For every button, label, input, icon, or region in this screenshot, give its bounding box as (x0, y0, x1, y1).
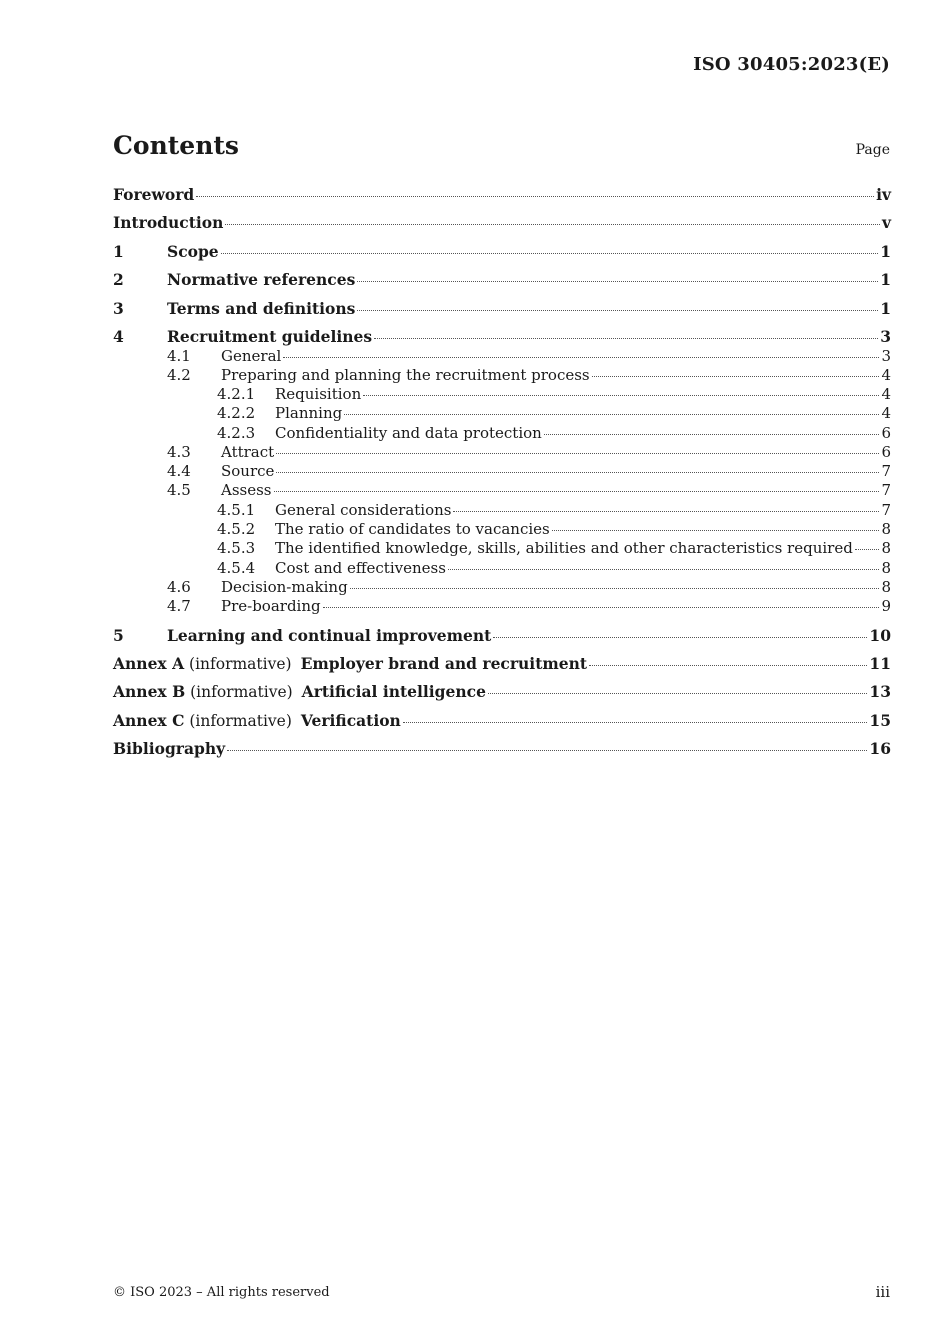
toc-entry[interactable] (113, 424, 891, 442)
toc-entry-page: 8 (881, 559, 891, 577)
toc-entry-number: 4.3 (167, 443, 191, 461)
dot-leader (453, 511, 879, 512)
toc-entry-page: 16 (869, 739, 891, 758)
toc-entry-page: 4 (881, 404, 891, 422)
toc-entry[interactable] (113, 501, 891, 519)
dot-leader (357, 310, 878, 311)
toc-entry-page: 3 (881, 347, 891, 365)
toc-entry-page: 7 (881, 462, 891, 480)
copyright-notice: © ISO 2023 – All rights reserved (113, 1285, 330, 1300)
dot-leader (225, 224, 880, 225)
toc-entry-page: 15 (869, 711, 891, 730)
dot-leader (227, 750, 867, 751)
toc-entry-title: General (221, 347, 282, 365)
dot-leader (196, 196, 874, 197)
toc-annex-id: Annex A (113, 654, 185, 673)
toc-entry-number: 4.7 (167, 597, 191, 615)
toc-entry-title: Pre-boarding (221, 597, 321, 615)
toc-entry-page: 1 (880, 242, 891, 261)
dot-leader (350, 588, 880, 589)
toc-entry[interactable] (113, 462, 891, 480)
dot-leader (589, 665, 867, 666)
dot-leader (344, 414, 879, 415)
toc-entry-page: 8 (881, 539, 891, 557)
dot-leader (592, 376, 880, 377)
toc-entry-page: 3 (880, 327, 891, 346)
toc-entry-page: 13 (869, 682, 891, 701)
toc-entry-page: 4 (881, 385, 891, 403)
toc-entry[interactable] (113, 711, 891, 730)
dot-leader (276, 472, 879, 473)
toc-entry[interactable] (113, 299, 891, 318)
toc-entry-title: Scope (167, 242, 219, 261)
toc-entry-number: 4.4 (167, 462, 191, 480)
toc-entry-page: 9 (881, 597, 891, 615)
toc-entry-number: 4.5 (167, 481, 191, 499)
dot-leader (357, 281, 878, 282)
toc-entry[interactable] (113, 404, 891, 422)
toc-entry-title: Verification (300, 711, 401, 730)
dot-leader (363, 395, 879, 396)
dot-leader (544, 434, 880, 435)
toc-entry-number: 4.2.3 (217, 424, 256, 442)
toc-entry[interactable] (113, 443, 891, 461)
toc-entry-page: 10 (869, 626, 891, 645)
document-code: ISO 30405:2023(E) (693, 54, 890, 75)
dot-leader (448, 569, 880, 570)
toc-entry-title: Source (221, 462, 275, 480)
toc-entry-number: 4 (113, 327, 124, 346)
toc-entry-title: General considerations (275, 501, 452, 519)
toc-entry-page: 4 (881, 366, 891, 384)
toc-entry[interactable] (113, 481, 891, 499)
toc-entry-page: 8 (881, 578, 891, 596)
dot-leader (283, 357, 879, 358)
toc-entry-number: 2 (113, 270, 124, 289)
toc-entry[interactable] (113, 270, 891, 289)
toc-entry[interactable] (113, 626, 891, 645)
toc-entry-number: 4.1 (167, 347, 191, 365)
toc-entry[interactable] (113, 539, 891, 557)
toc-entry[interactable] (113, 327, 891, 346)
page-column-label: Page (855, 142, 890, 158)
toc-entry[interactable] (113, 597, 891, 615)
toc-entry-title: Bibliography (113, 739, 226, 758)
toc-entry-title: Attract (221, 443, 275, 461)
toc-entry-page: 1 (880, 299, 891, 318)
contents-title: Contents (113, 131, 240, 160)
dot-leader (552, 530, 880, 531)
dot-leader (855, 549, 880, 550)
toc-entry-number: 1 (113, 242, 124, 261)
toc-entry-page: 7 (881, 501, 891, 519)
toc-entry[interactable] (113, 185, 891, 204)
toc-annex-id: Annex B (113, 682, 186, 701)
toc-annex-type: (informative) (185, 683, 293, 701)
toc-entry-number: 4.5.4 (217, 559, 256, 577)
toc-annex-type: (informative) (184, 712, 292, 730)
toc-entry-page: 6 (881, 424, 891, 442)
toc-entry-title: Confidentiality and data protection (275, 424, 542, 442)
toc-entry-number: 3 (113, 299, 124, 318)
toc-entry-number: 4.6 (167, 578, 191, 596)
toc-entry-title: Normative references (167, 270, 356, 289)
toc-entry-title: Requisition (275, 385, 362, 403)
toc-entry[interactable] (113, 578, 891, 596)
toc-entry-page: 1 (880, 270, 891, 289)
toc-entry-title: Terms and definitions (167, 299, 356, 318)
toc-entry-title: Introduction (113, 213, 224, 232)
toc-entry-number: 5 (113, 626, 124, 645)
dot-leader (493, 637, 867, 638)
toc-annex-id: Annex C (113, 711, 185, 730)
toc-entry-number: 4.2.1 (217, 385, 256, 403)
page-number: iii (875, 1283, 890, 1301)
toc-entry-page: v (881, 213, 891, 232)
toc-entry-number: 4.5.1 (217, 501, 256, 519)
toc-entry[interactable] (113, 520, 891, 538)
toc-entry-title: Employer brand and recruitment (300, 654, 588, 673)
toc-entry-title: The ratio of candidates to vacancies (275, 520, 550, 538)
toc-entry[interactable] (113, 682, 891, 701)
toc-entry[interactable] (113, 366, 891, 384)
toc-entry[interactable] (113, 213, 891, 232)
toc-entry[interactable] (113, 654, 891, 673)
dot-leader (221, 253, 879, 254)
toc-entry-title: Foreword (113, 185, 195, 204)
toc-entry[interactable] (113, 347, 891, 365)
dot-leader (323, 607, 880, 608)
toc-entry-title: Recruitment guidelines (167, 327, 373, 346)
toc-entry[interactable] (113, 739, 891, 758)
dot-leader (276, 453, 879, 454)
dot-leader (274, 491, 880, 492)
toc-entry-title: Planning (275, 404, 343, 422)
toc-entry-title: Assess (221, 481, 272, 499)
toc-entry-page: 11 (869, 654, 891, 673)
toc-entry-page: 8 (881, 520, 891, 538)
toc-entry[interactable] (113, 242, 891, 261)
toc-annex-type: (informative) (184, 655, 292, 673)
toc-entry[interactable] (113, 385, 891, 403)
dot-leader (374, 338, 878, 339)
toc-entry-number: 4.2 (167, 366, 191, 384)
toc-entry-page: 6 (881, 443, 891, 461)
toc-entry-title: Preparing and planning the recruitment process (221, 366, 590, 384)
dot-leader (403, 722, 868, 723)
toc-entry[interactable] (113, 559, 891, 577)
toc-entry-page: 7 (881, 481, 891, 499)
toc-entry-title: Learning and continual improvement (167, 626, 492, 645)
toc-entry-title: The identified knowledge, skills, abilities and other characteristics required (275, 539, 853, 557)
toc-entry-title: Cost and effectiveness (275, 559, 446, 577)
toc-entry-number: 4.5.3 (217, 539, 256, 557)
toc-entry-title: Decision-making (221, 578, 348, 596)
dot-leader (488, 693, 867, 694)
toc-entry-page: iv (876, 185, 891, 204)
toc-entry-number: 4.2.2 (217, 404, 256, 422)
toc-entry-number: 4.5.2 (217, 520, 256, 538)
toc-entry-title: Artificial intelligence (301, 682, 486, 701)
